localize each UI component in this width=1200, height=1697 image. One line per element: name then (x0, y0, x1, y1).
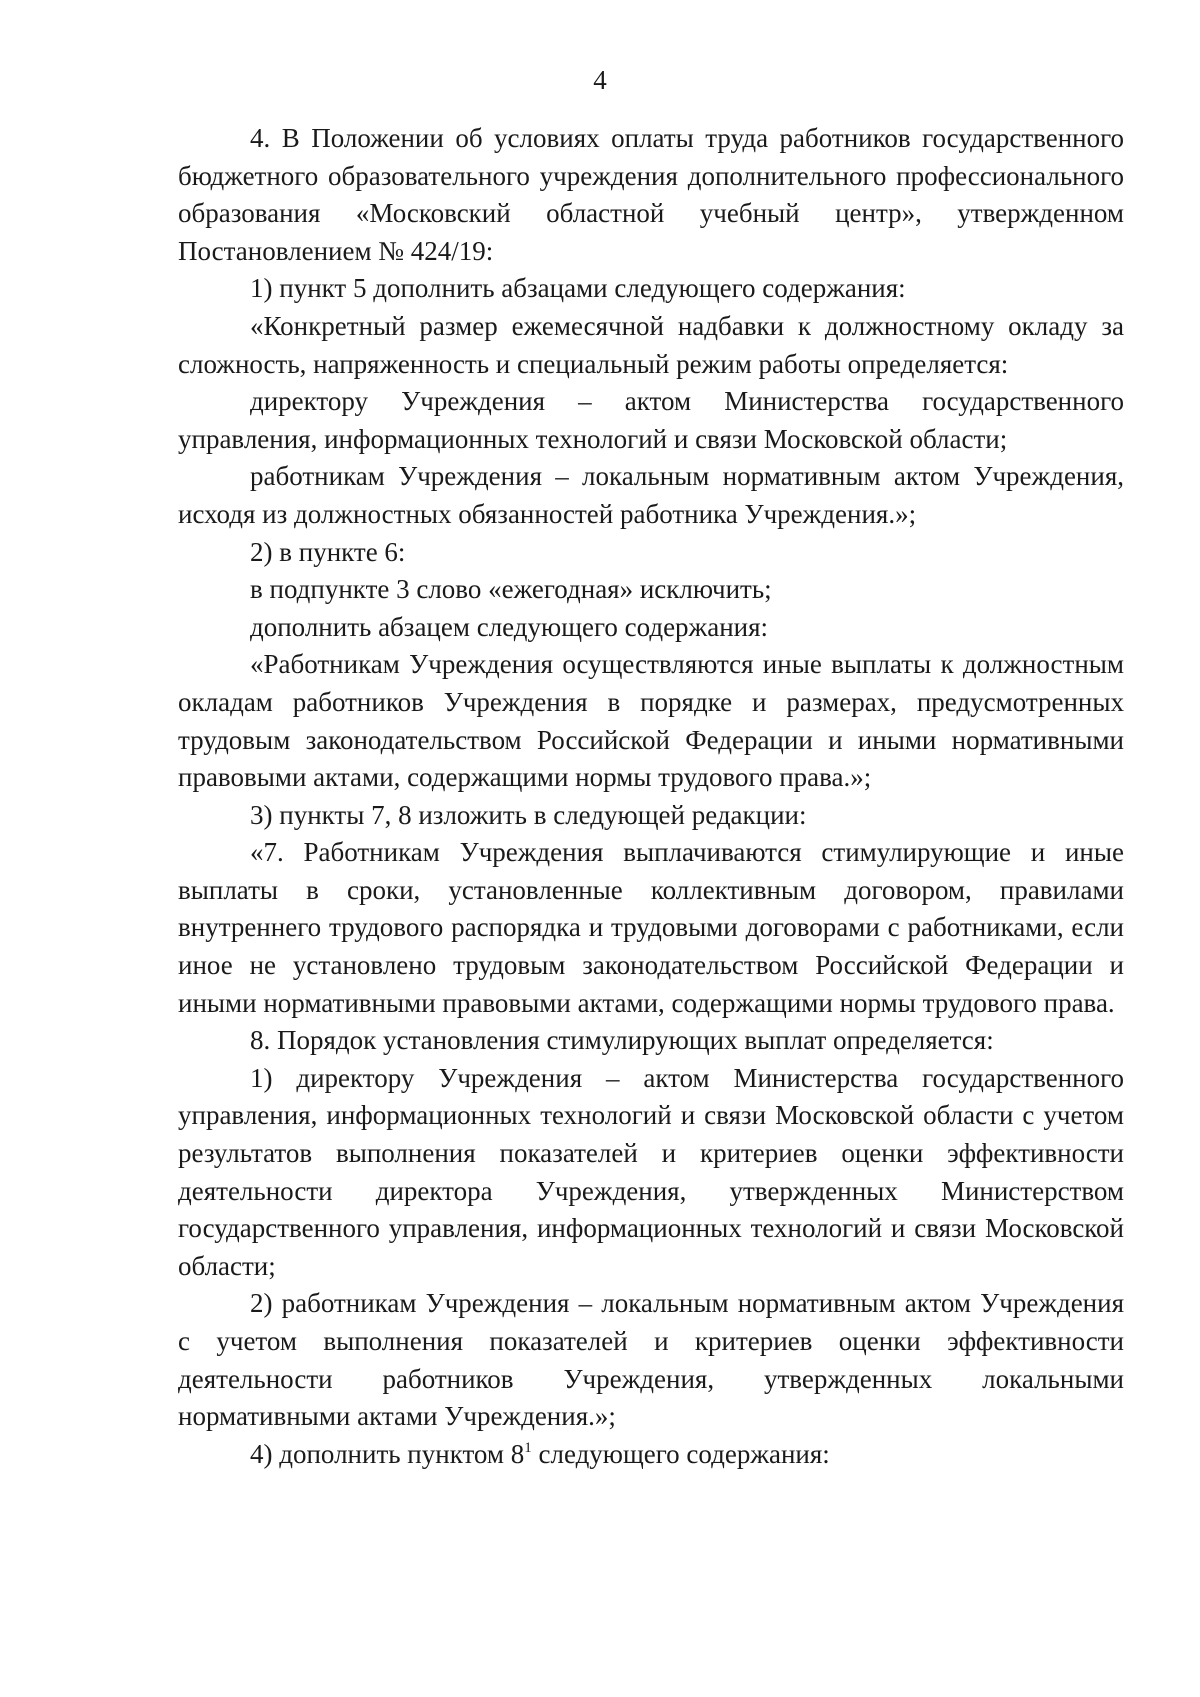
paragraph-point-7: «7. Работникам Учреждения выплачиваются стимулирующие и иные выплаты в сроки, установленные коллективным договором, правилами внутреннего трудового распорядка и трудовыми договорами с работниками, если иное не установлено трудовым законодательством Российской Федерации и иными нормативными правовыми актами, содержащими нормы трудового права. (178, 837, 1124, 1018)
paragraph-quote-allowance: «Конкретный размер ежемесячной надбавки к должностному окладу за сложность, напряженность и специальный режим работы определяется: (178, 310, 1124, 379)
paragraph-add-clause: дополнить абзацем следующего содержания: (250, 611, 769, 642)
paragraph-subitem-4 (178, 1436, 1124, 1474)
page-number: 4 (593, 65, 607, 95)
subitem-4-text: 4) дополнить пунктом 8 (250, 1438, 525, 1469)
document-body (178, 120, 1124, 1473)
paragraph-subitem-2: 2) в пункте 6: (250, 536, 406, 567)
paragraph-point-8-2: 2) работникам Учреждения – локальным нормативным актом Учреждения с учетом выполнения показателей и критериев оценки эффективности деятельности работников Учреждения, утвержденных локальными нормативными актами Учреждения.»; (178, 1288, 1124, 1432)
superscript: 1 (524, 1439, 532, 1456)
paragraph-workers: работникам Учреждения – локальным нормативным актом Учреждения, исходя из должностных обязанностей работника Учреждения.»; (178, 461, 1124, 529)
paragraph-point-8: 8. Порядок установления стимулирующих выплат определяется: (250, 1025, 994, 1056)
paragraph-director: директору Учреждения – актом Министерства государственного управления, информационных технологий и связи Московской области; (178, 386, 1124, 454)
subitem-4-text-end: следующего содержания: (531, 1438, 830, 1469)
paragraph-subitem-1: 1) пункт 5 дополнить абзацами следующего содержания: (250, 273, 906, 304)
paragraph-subitem-3: 3) пункты 7, 8 изложить в следующей редакции: (250, 799, 807, 830)
paragraph-quote-payments: «Работникам Учреждения осуществляются иные выплаты к должностным окладам работников Учреждения в порядке и размерах, предусмотренных трудовым законодательством Российской Федерации и иными нормативными правовыми актами, содержащими нормы трудового права.»; (178, 649, 1124, 793)
paragraph-point-8-1: 1) директору Учреждения – актом Министерства государственного управления, информационных технологий и связи Московской области с учетом результатов выполнения показателей и критериев оценки эффективности деятельности директора Учреждения, утвержденных Министерством государственного управления, информационных технологий и связи Московской области; (178, 1062, 1124, 1281)
paragraph-subpoint-3: в подпункте 3 слово «ежегодная» исключить; (250, 574, 772, 605)
paragraph-item-4: 4. В Положении об условиях оплаты труда работников государственного бюджетного образовательного учреждения дополнительного профессионального образования «Московский областной учебный центр», утвержденном Постановлением № 424/19: (178, 123, 1124, 266)
